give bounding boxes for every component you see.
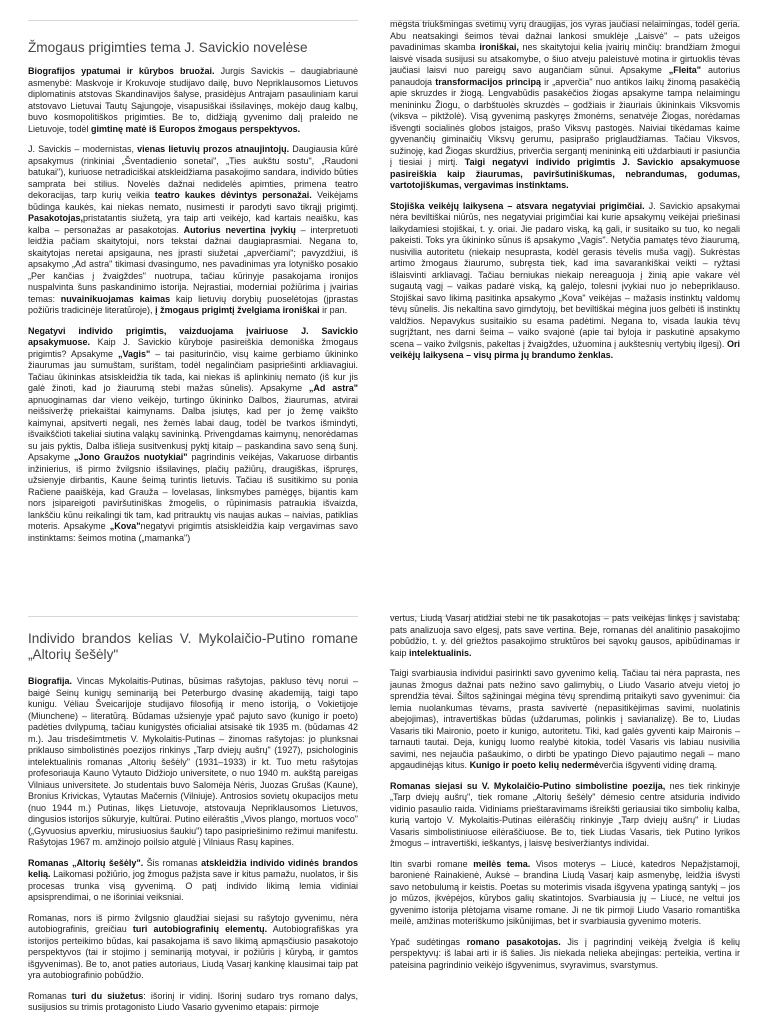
text-run: ir „apverčia" nuo antikos laikų žinomą pasakėčią apie skruzdes ir žiogą. Lengvabūdis pasakėčios žiogas apsakyme tampa nelaimingu menininku Žiogu, o darbštuolės skruzdės – godžiais ir žiauriais ūkininkais Viksvomis (viksva – piktžolė). Visą gyvenimą paskyręs žmonėms, senatvėje Žiogas, norėdamas išvengti socialinės globos įstaigos, prašo Viksvų pastogės. Naiviai tikėdamas kaime gyvenančių giminaičių Viksvų gerumu, pasiprašo priglaudžiamas. Tačiau Viksvos, sužinoję, kad Žiogas skurdžius, priverčia sergantį menininką eiti uždarbiauti ir pasiunčia į tiesiai į mirtį. xyxy=(390,76,741,167)
bold-text: nuvainikuojamas kaimas xyxy=(60,293,171,304)
text-run: pristatantis siužetą, yra taip arti veikėjo, kad kartais neaišku, kas kalba – personažas ar pasakotojas. xyxy=(28,213,358,235)
text-run: pagrindinis veikėjas, Vakaruose dirbantis inžinierius, iš pirmo žvilgsnio išsilavinęs, plačių pažiūrų, draugiškas, išpruręs, užsienyje dirbantis, Kaune šeimą turintis lietuvis. Tačiau iš susitikimo su ponia Račiene paaiškėja, kad Grauža – lovelasas, linksmybes pamėgęs, bijantis kam nors įsipareigoti paviršutiniškas žmogelis, o rūpinimasis patraukia išvaizda, lankščiu kūnu reikalingi tik tam, kad pritrauktų vis naujas aukas – naivias, patiklias moteris. Apsakyme xyxy=(28,452,358,531)
text-run: Taigi svarbiausia individui pasirinkti savo gyvenimo kelią. Tačiau tai nėra paprasta, nes jaunas žmogus dažnai pats nežino savo galimybių, o Liudo Vasario atveju vietoj jo sprendžia tėvai. Šiltos sąžiningai mėgina tėvų sprendimą pritaikyti savo gyvenimui: čia lemia nuolankumas tėvams, prasta savivertė (nepasitikėjimas savimi, nuolatinis abejojimas), intravertiškas būdas (uždarumas, polinkis į savianalizę). Be to, Liudas Vasaris tiki Maironio, poeto ir kunigo, autoritetu. Tiki, kad galės gyventi kaip Maironis – tarnauti tautai. Deja, kunigų luomo realybė kitokia, todėl Vasaris vis labiau nusivilia savimi, nes nejaučia pašaukimo, o dirbti be ypatingo Dievo pajautimo negali – mano apgaudinėjąs kitus. xyxy=(390,668,740,770)
bold-text: atskleidžia individo vidinės brandos kelią. xyxy=(28,857,358,879)
bold-text: Biografijos ypatumai ir kūrybos bruožai. xyxy=(28,66,215,76)
text-run: autorius panaudoja xyxy=(390,65,740,87)
text-run: verčia išgyventi vidinę dramą. xyxy=(599,760,718,770)
left-column xyxy=(28,40,358,553)
text-run: – tai pasiturinčio, visų kaime gerbiamo ūkininko žiaurumas jau sumuštam, surištam, todėl negalinčiam pasipriešinti arkliavagiui. Tačiau ūkininkas atsiskleidžia tik tada, kai niekas iš aplinkinių nemato (iš kur jis galė žinoti, kad jo žiaurumą stebi mažas sūnelis). Apsakyme xyxy=(28,348,358,393)
section-top-divider xyxy=(28,20,358,21)
paragraph xyxy=(28,858,358,904)
paragraph xyxy=(390,781,740,850)
bold-text: „Vagis" xyxy=(117,348,151,359)
paragraph xyxy=(28,144,358,317)
bold-text: į žmogaus prigimtį žvelgiama ironiškai xyxy=(155,305,320,315)
text-run: Ypač sudėtingas xyxy=(390,936,467,947)
text-run: Itin svarbi romane xyxy=(390,858,474,869)
bold-text: turi du siužetus xyxy=(71,990,144,1001)
paragraph xyxy=(28,676,358,849)
text-run: Jurgis Savickis – daugiabriaunė asmenybė: Maskvoje ir Krokuvoje studijavo dailę, buvo Nepriklausomos Lietuvos diplomatinis atstovas Skandinavijos šalyse, prasidėjus Antrajam pasauliniam karui atstovavo Lietuvai Tautų Sąjungoje, visapusiškai išsilavinęs, mokėjo daug kalbų, buvo kosmopolitiškos prigimties. Be to, didžiąją gyvenimo dalį praleido ne Lietuvoje, todėl xyxy=(28,66,358,134)
text-run: mėgsta triukšmingas svetimų vyrų draugijas, jos vyras jaučiasi nelaimingas, todėl geria. Abu neatsakingi šeimos tėvai dažnai lankosi smuklėje „Laisvė" – pats užeigos pavadinimas skamba xyxy=(390,19,740,52)
bold-text: Stojiška veikėjų laikysena – atsvara negatyviai prigimčiai. xyxy=(390,200,645,211)
text-run: Jis į pagrindinį veikėją žvelgia iš kelių perspektyvų: iš labai arti ir iš šalies. Jis niekada nelieka abejingas: perteikia, vertina ir pateisina pagrindinio veikėjo išgyvenimus, svyravimus, svarstymus. xyxy=(390,936,741,970)
bold-text: Autorius nevertina įvykių xyxy=(183,224,296,235)
paragraph xyxy=(390,19,740,192)
bold-text: meilės tema. xyxy=(473,858,531,869)
paragraph-group xyxy=(28,66,358,544)
text-run: nes tiek rinkinyje „Tarp dviejų aušrų", tiek romane „Altorių šešėly" dėmesio centre atsiduria individo vidinio pasaulio raida. Vidiniams prieštaravimams išreikšti geriausiai tiko simbolių kalba, kurią vartojo V. Mykolaitis-Putinas eilėraščių rinkinyje „Tarp dviejų aušrų" ir Liudas Vasaris simbolistiniuose eilėraščiuose. Be to, tiek Liudas Vasaris, tiek Putino lyrikos žmogus – intravertiški, ieškantys, į laisvę besiveržiantys individai. xyxy=(390,780,741,848)
paragraph xyxy=(28,326,358,545)
paragraph xyxy=(390,668,740,772)
bold-text: romano pasakotojas. xyxy=(466,936,561,947)
text-run: Kaip J. Savickio kūryboje pasireiškia demoniška žmogaus prigimtis? Apsakyme xyxy=(28,337,358,359)
right-column xyxy=(390,613,740,980)
text-run: J. Savickis – modernistas, xyxy=(28,144,138,154)
text-run: Visos moterys – Liucė, katedros Nepažįstamoji, baronienė Rainakienė, Auksė – brandina Liudą Vasarį kaip asmenybę, leidžia išvysti savo netobulumą ir keistis. Poetas su moterimis visada išgyvena ypatingą santykį – jos jo mūzos, įkvėpėjos, kūrybos galių skatintojos. Svarbiausia jų – Liucė, ne veltui jos gyvenimo istorija plėtojama visame romane. Ji ne tik pirmoji Liudo Vasario romantiška meilė, amžinas moteriškumo įsikūnijimas, bet ir svarbiausia gyvenimo moteris. xyxy=(390,858,741,926)
bold-text: „Jono Graužos nuotykiai" xyxy=(73,452,188,462)
text-run: – interpretuoti leidžia pačiam skaitytojui, nors tekstai dažnai daugiaprasmiai. Negana to, skaitytojas neretai apsigauna, nes įprasti siužetai „apverčiami"; pavyzdžiui, iš apsakymo „Ad astra" tikimasi dvasingumo, nes pavadinimas yra lotyniško posakio „Per kančias į žvaigždes" nuotrupa, tačiau kūrinyje pasakojama ironijos nuspalvinta šuns paskandinimo istorija. Nejrastiai, moderniai požiūrima į įvairias temas: xyxy=(28,224,359,304)
section-title: Žmogaus prigimties tema J. Savickio novelėse xyxy=(28,40,308,55)
bold-text: „Kova" xyxy=(109,521,141,531)
bold-text: Ori veikėjų laikysena – visų pirma jų brandumo ženklas. xyxy=(390,338,740,360)
paragraph xyxy=(28,913,358,982)
bold-text: Romanas „Altorių šešėly". xyxy=(28,857,144,868)
text-run: Veikėjams būdinga kaukės, kai niekas nemato, nusimesti ir parodyti savo tikrąjį prigimtį. xyxy=(28,190,358,212)
right-column xyxy=(390,19,740,371)
text-run: Romanas, nors iš pirmo žvilgsnio glaudžiai siejasi su rašytojo gyvenimu, nėra autobiografinis, greičiau xyxy=(28,912,358,934)
bold-text: Kunigo ir poeto kelių nedermė xyxy=(469,760,600,770)
text-run: kaip lietuvių dorybių puoselėtojas (įprastas požiūris tradicinėje literatūroje), xyxy=(28,293,358,315)
text-run: apnuoginamas dar vieno veikėjo, turtingo ūkininko Dalbos, žiaurumas, atvirai neišsiveržę priekaištai kaimynams. Dalba įsiutęs, kad per jo žemę vaikšto kaimynai, apsitverti negali, nes žemės labai daug, todėl be tvarkos išmindyti, išvaikščioti takeliai siutina valąkų savininką. Privengdamas kaimynų, nenorėdamas su jais pyktis, Dalba išlieja susitvenkusį pyktį kitaip – paskandina savo seną šunį. Apsakyme xyxy=(28,394,358,462)
bold-text: Biografija. xyxy=(28,676,73,686)
left-column xyxy=(28,631,358,1023)
text-run: : išorinį ir vidinį. Išorinį sudaro trys romano dalys, susijusios su trimis protagonisto Liudo Vasario gyvenimo etapais: pirmoje xyxy=(28,990,358,1012)
text-run: Laikomasi požiūrio, jog žmogus pažįsta save ir kitus pamažu, nuolatos, ir šis procesas trunka visą gyvenimą. O patį individo likimą lemia vidiniai apsisprendimai, o ne išoriniai veiksniai. xyxy=(28,869,358,902)
section-putinas xyxy=(0,600,768,1024)
text-run: nes skaitytojui kelia įvairių minčių: brandžiam žmogui laisvė visada susijusi su atsakomybe, o šiuo atveju paleistuvė motina ir girtuoklis tėvas jaučiasi laisvi nuo pareigų savo augančiam sūnui. Apsakyme xyxy=(390,42,740,75)
text-run: J. Savickio apsakymai nėra beviltiškai niūrūs, nes negatyviai prigimčiai kai kurie apsakymų veikėjai priešinasi laikydamiesi stojiškai, t. y. oriai. Jie padaro viską, ką gali, ir susitaiko su tuo, ko negali pakeisti. Toks yra ūkininko sūnus iš apsakymo „Vagis". Netyčia pamatęs tėvo žiaurumą, nusivilia autoritetu (niekaip nesuprasta, kodėl gerasis tėvelis muša vagį). Sukrėstas artimo žmogaus žiaurumo, subręsta tiek, kad ima savarankiškai veikti – ryžtasi išlaisvinti arkliavagį. Tačiau berniukas niekaip nereaguoja į žinią apie vakare vėl sugautą vagį – vaikas padarė viską, ką galėjo, tolesni įvykiai nuo jo nebepriklauso. Stojiškai savo likimą pasitinka apsakymo „Kova" veikėjas – mažasis instinktų valdomų tėvų sūnelis. Jis nekaltina savo gimdytojų, bet beviltiškai mėgina juos gelbėti iš instinktų valdžios. Nepavykus susitaikio su esama padėtimi. Negana to, visada laukia tėvų sugrįžtant, nes darni šeima – vaiko svajonė (apie tai byloja ir paskutinė apsakymo scena – vaiko žvilgsnis, pakeltas į žvaigždes, užuomina į aukštesnių vertybių ilgesį). xyxy=(390,200,740,349)
text-run: Šis romanas xyxy=(143,857,202,868)
paragraph xyxy=(390,201,740,362)
bold-text: Romanas siejasi su V. Mykolaičio-Putino simbolistine poezija, xyxy=(390,780,666,791)
paragraph xyxy=(390,613,740,659)
text-run: Autobiografiškas yra istorijos perteikimo būdas, kai pasakojama iš savo likimą apmąsčiusio pasakotojo perspektyvos (tai ir stojimo į seminariją motyvai, ir požiūris į kūrybą, ir gamtos išgyvenimas). Be to, anot paties autoriaus, Liudą Vasarį kankinę klausimai taip pat yra autobiografinio pobūdžio. xyxy=(28,924,358,980)
bold-text: vienas lietuvių prozos atnaujintojų. xyxy=(137,144,290,154)
bold-text: ironiškai, xyxy=(479,42,519,52)
text-run: Vincas Mykolaitis-Putinas, būsimas rašytojas, pakluso tėvų norui – baigė Seinų kunigų seminariją bei Peterburgo dvasinę akademiją, taigi tapo kunigu. Vėliau Šveicarijoje studijavo filosofiją ir meno istoriją, o Vokietijoje (Miunchene) – literatūrą. Būdamas užsienyje ypač pajuto savo (kunigo ir poeto) padėties dvilypumą, tačiau kunigystės oficialiai atsisakė tik 1935 m. (būdamas 42 m.). Jau trisdešimtmetis V. Mykolaitis-Putinas – žinomas rašytojas: jo plunksnai priklauso simbolistinės poezijos rinkinys „Tarp dviejų aušrų" (1927), psichologinis intelektualinis romanas „Altorių šešėly" (1931–1933) ir kt. Tuo metu rašytojas profesoriauja Kauno Vytauto Didžiojo universitete, o nuo 1940 m. aukštą pareigas Vilniaus universitete. Jo studentais buvo Salomėja Nėris, Juozas Grušas (Kaune), Bronius Krivickas, Vytautas Mačernis (Vilniuje). Antrosios sovietų okupacijos metu (nuo 1944 m.) Putinas, likęs Lietuvoje, atstovauja Nepriklausomos Lietuvos, dingusios istorijos sūkuryje, kultūrai. Putino eilėraštis „Vivos plango, mortuos voco" („Gyvuosius apverkiu, mirusiuosius šaukiu") tapo pasipriešinimo režimui manifestu. Rašytojas 1967 m. amžinojo poilsio atgulė į Vilniaus Rasų kapines. xyxy=(28,676,358,847)
section-top-divider xyxy=(28,616,358,617)
text-run: Daugiausia kūrė apsakymus (rinkiniai „Šventadienio sonetai", „Ties aukštu sostu", „Raudoni batukai"), kuriuose netradiciškai atskleidžiama pasakojimo sandara, individo būties samprata bei stilius. Novelės dažnai nedidelės apimties, primena teatro dekoracijas, tarp kurių veikia xyxy=(28,144,358,200)
bold-text: transformacijos principą xyxy=(435,76,541,87)
paragraph xyxy=(28,66,358,135)
text-run: negatyvi prigimtis atsiskleidžia kaip vergavimas savo instinktams: šeimos motina („mamanka") xyxy=(28,521,358,543)
paragraph xyxy=(390,859,740,928)
bold-text: Negatyvi individo prigimtis, vaizduojama įvairiuose J. Savickio apsakymuose. xyxy=(28,325,358,347)
paragraph xyxy=(390,937,740,972)
text-run: vertus, Liudą Vasarį atidžiai stebi ne tik pasakotojas – pats veikėjas linkęs į savistabą: pats analizuoja savo elgesį, pats save vertina. Beje, romanas dėl analitinio pasakojimo pobūdžio, t. y. dėl griežtos pasakojimo struktūros bei sąvokų gausos, apibūdinamas ir kaip xyxy=(390,613,740,658)
text-run: Romanas xyxy=(28,990,72,1001)
bold-text: gimtinę matė iš Europos žmogaus perspektyvos. xyxy=(91,123,301,134)
bold-text: „Fleita" xyxy=(668,65,702,75)
bold-text: teatro kaukes dėvintys personažai. xyxy=(154,190,312,200)
bold-text: Pasakotojas, xyxy=(28,213,84,223)
paragraph-group xyxy=(28,676,358,1014)
bold-text: „Ad astra" xyxy=(308,383,358,393)
paragraph-group xyxy=(390,19,740,362)
paragraph xyxy=(28,991,358,1014)
bold-text: turi autobiografinių elementų. xyxy=(132,924,268,934)
bold-text: Taigi negatyvi individo prigimtis J. Savickio apsakymuose pasireiškia kaip žiaurumas, paviršutiniškumas, nebrandumas, godumas, vartotojiškumas, vergavimas instinktams. xyxy=(390,157,740,190)
section-title: Individo brandos kelias V. Mykolaičio-Putino romane „Altorių šešėly" xyxy=(28,631,358,662)
paragraph-group xyxy=(390,613,740,971)
text-run: ir pan. xyxy=(319,305,348,315)
bold-text: intelektualinis. xyxy=(409,647,472,658)
